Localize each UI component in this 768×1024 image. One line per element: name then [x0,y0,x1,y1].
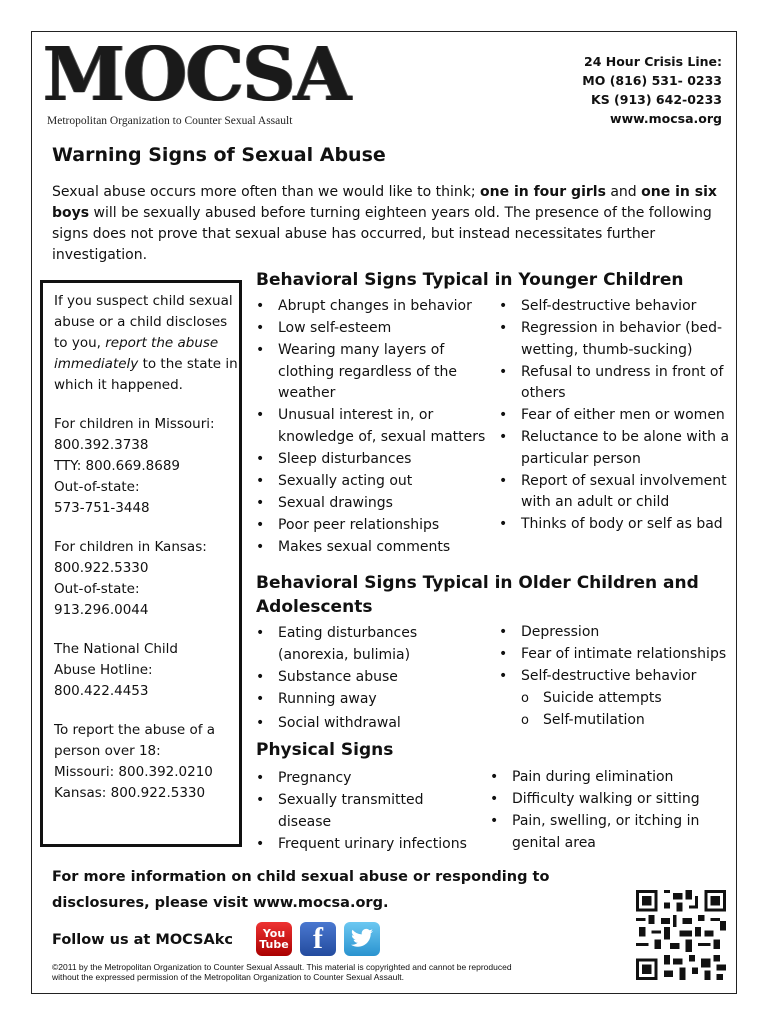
physical-heading: Physical Signs [256,740,394,760]
suspect-instructions: If you suspect child sexual abuse or a child discloses to you, report the abuse immediately to the state in which it happened. [54,293,238,393]
older-list-left [256,623,492,735]
youtube-icon[interactable]: You Tube [256,922,292,956]
qr-code-icon[interactable] [636,890,726,980]
younger-list-right [499,296,733,536]
physical-list-right [490,767,730,855]
list-subitem: o Suicide attempts [499,688,733,710]
reporting-info-box [40,280,242,847]
younger-heading: Behavioral Signs Typical in Younger Children [256,270,684,290]
list-item: • Substance abuse [256,667,492,689]
list-item: • Low self-esteem [256,318,492,340]
kansas-contacts: For children in Kansas: 800.922.5330 Out-of-state: 913.296.0044 [54,539,207,618]
twitter-bird-glyph [350,928,374,950]
list-item: • Pain during elimination [490,767,730,789]
twitter-icon[interactable] [344,922,380,956]
list-item: • Running away [256,689,492,711]
list-item: • Abrupt changes in behavior [256,296,492,318]
list-item: • Regression in behavior (bed-wetting, thumb-sucking) [499,318,733,361]
crisis-line-block [582,52,722,128]
list-item: • Sexually acting out [256,471,492,493]
crisis-mo-phone: MO (816) 531- 0233 [582,73,722,88]
list-item: • Social withdrawal [256,713,492,735]
list-item: • Fear of intimate relationships [499,644,733,666]
younger-list-left [256,296,492,559]
older-heading: Behavioral Signs Typical in Older Children and Adolescents [256,573,699,617]
logo-subtitle: Metropolitan Organization to Counter Sexual Assault [47,115,293,127]
list-item: • Self-destructive behavior [499,666,733,688]
list-item: • Thinks of body or self as bad [499,514,733,536]
mocsa-logo: MOCSA [43,32,350,118]
list-item: • Refusal to undress in front of others [499,362,733,405]
list-item: • Frequent urinary infections [256,834,484,856]
over-18-contacts: To report the abuse of a person over 18: Missouri: 800.392.0210 Kansas: 800.922.5330 [54,722,216,801]
list-item: • Pregnancy [256,768,484,790]
missouri-contacts: For children in Missouri: 800.392.3738 TTY: 800.669.8689 Out-of-state: 573-751-3448 [54,416,215,516]
list-item: • Poor peer relationships [256,515,492,537]
list-item: • Makes sexual comments [256,537,492,559]
list-item: • Eating disturbances (anorexia, bulimia) [256,623,492,666]
list-item: • Fear of either men or women [499,405,733,427]
list-item: • Unusual interest in, or knowledge of, sexual matters [256,405,492,448]
national-hotline: The National Child Abuse Hotline: 800.422.4453 [54,641,178,699]
list-item: • Reluctance to be alone with a particular person [499,427,733,470]
list-item: • Pain, swelling, or itching in genital area [490,811,730,854]
list-item: • Sexual drawings [256,493,492,515]
crisis-line-label: 24 Hour Crisis Line: [584,54,722,69]
intro-paragraph: Sexual abuse occurs more often than we would like to think; one in four girls and one in six boys will be sexually abused before turning eighteen years old. The presence of the following signs does not prove that sexual abuse has occurred, but instead necessitates further investigation. [52,184,717,263]
list-item: • Depression [499,622,733,644]
facebook-icon[interactable]: f [300,922,336,956]
list-item: • Self-destructive behavior [499,296,733,318]
copyright-notice: ©2011 by the Metropolitan Organization to Counter Sexual Assault. This material is copyrighted and cannot be reproduced without the expressed permission of the Metropolitan Organization to Counter Sexual Assault. [52,962,512,982]
list-subitem: o Self-mutilation [499,710,733,732]
more-info-text: For more information on child sexual abuse or responding to disclosures, please visit www.mocsa.org. [52,869,550,911]
list-item: • Difficulty walking or sitting [490,789,730,811]
list-item: • Wearing many layers of clothing regardless of the weather [256,340,492,405]
page-title: Warning Signs of Sexual Abuse [52,144,386,166]
physical-list-left [256,768,484,856]
crisis-website[interactable]: www.mocsa.org [610,111,722,126]
list-item: • Sexually transmitted disease [256,790,484,833]
crisis-ks-phone: KS (913) 642-0233 [591,92,722,107]
list-item: • Sleep disturbances [256,449,492,471]
list-item: • Report of sexual involvement with an adult or child [499,471,733,514]
follow-us-text: Follow us at MOCSAkc [52,932,233,948]
older-list-right [499,622,733,732]
